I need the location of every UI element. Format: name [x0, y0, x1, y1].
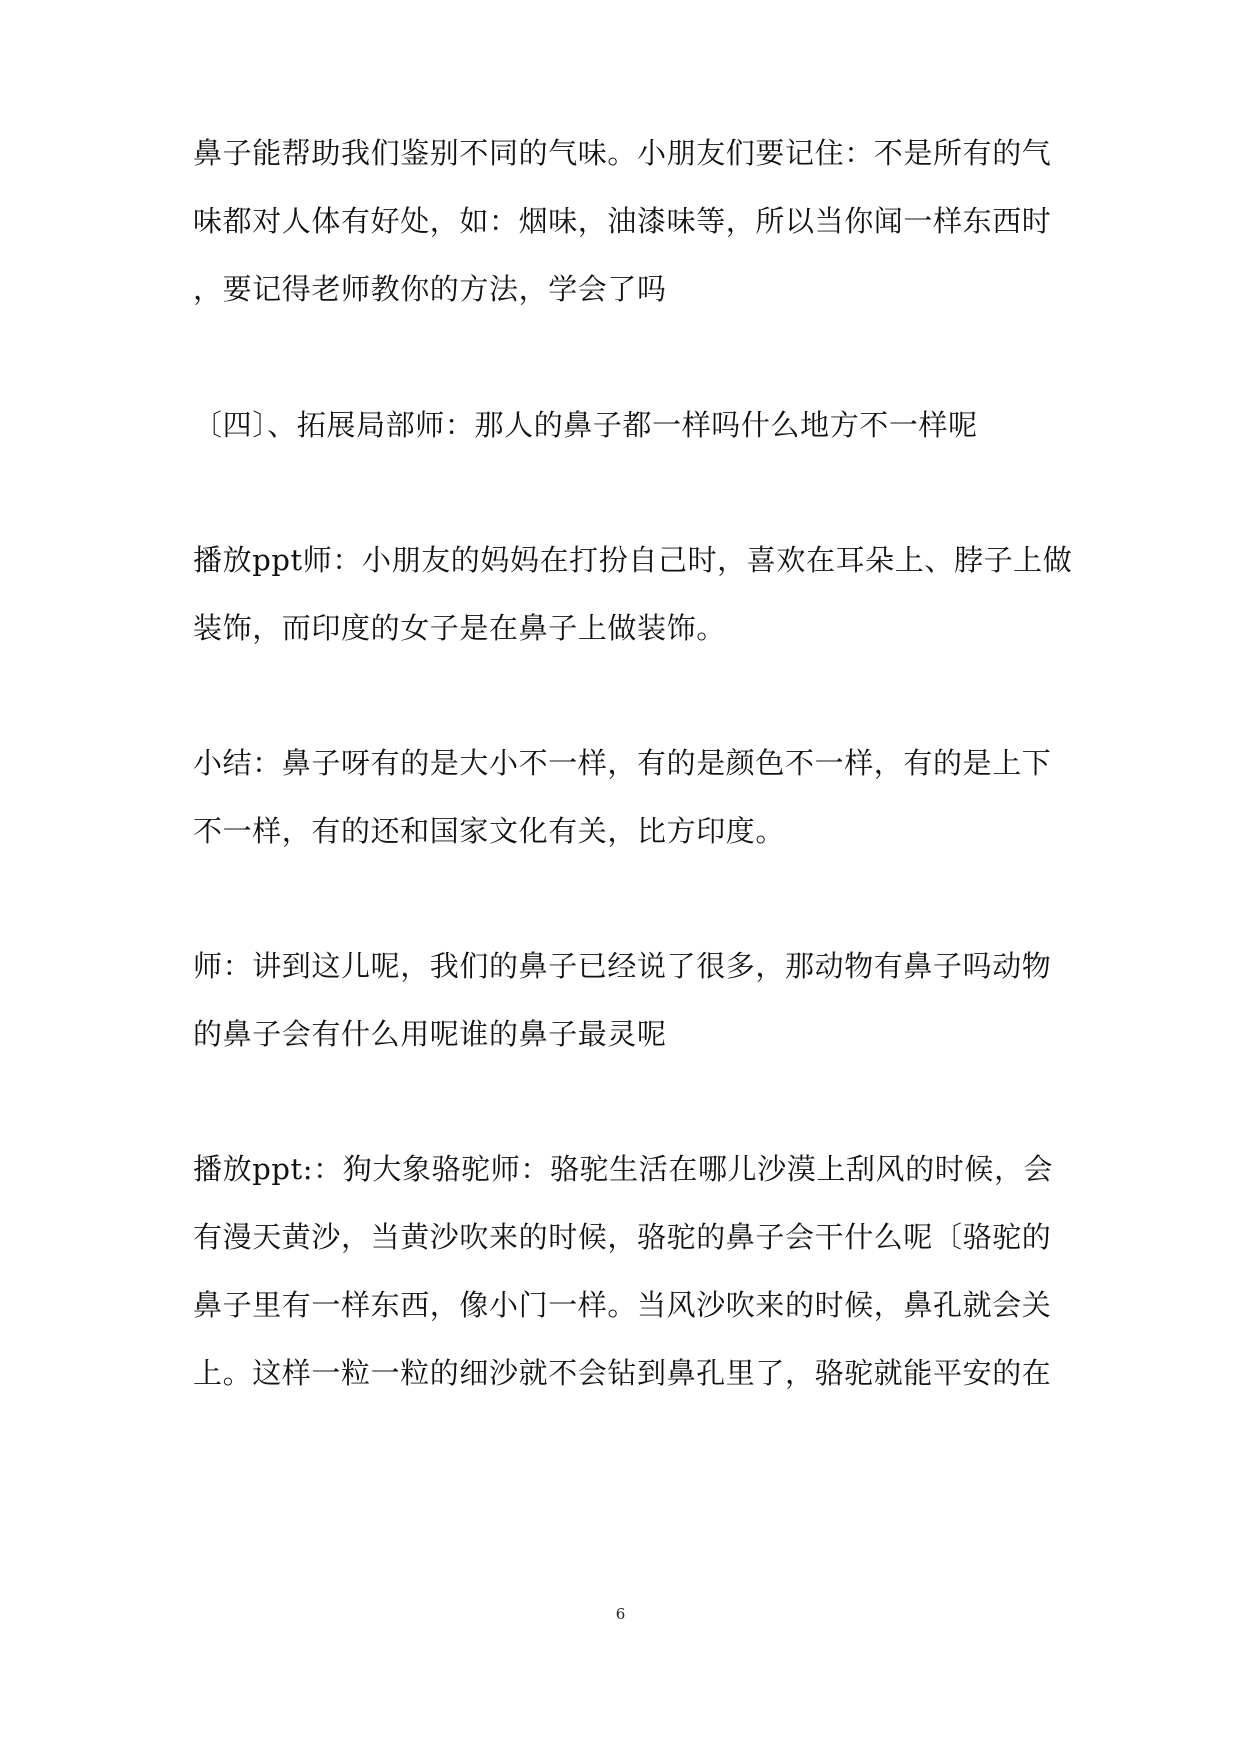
paragraph-1-line-1: 鼻子能帮助我们鉴别不同的气味。小朋友们要记住：不是所有的气: [193, 136, 1052, 170]
paragraph-2-line-1: 〔四〕、拓展局部师：那人的鼻子都一样吗什么地方不一样呢: [193, 408, 978, 442]
page-number: 6: [615, 1605, 626, 1623]
paragraph-6-line-2: 有漫天黄沙，当黄沙吹来的时候，骆驼的鼻子会干什么呢〔骆驼的: [193, 1220, 1052, 1254]
paragraph-3-line-1: 播放ppt师：小朋友的妈妈在打扮自己时，喜欢在耳朵上、脖子上做: [193, 543, 1073, 577]
paragraph-4-line-2: 不一样，有的还和国家文化有关，比方印度。: [193, 814, 786, 848]
paragraph-5-line-1: 师：讲到这儿呢，我们的鼻子已经说了很多，那动物有鼻子吗动物: [193, 949, 1052, 983]
paragraph-1-line-2: 味都对人体有好处，如：烟味，油漆味等，所以当你闻一样东西时: [193, 204, 1052, 238]
paragraph-5-line-2: 的鼻子会有什么用呢谁的鼻子最灵呢: [193, 1017, 667, 1051]
paragraph-6-line-4: 上。这样一粒一粒的细沙就不会钻到鼻孔里了，骆驼就能平安的在: [193, 1356, 1052, 1390]
paragraph-6-line-1: 播放ppt:：狗大象骆驼师：骆驼生活在哪儿沙漠上刮风的时候，会: [193, 1152, 1054, 1186]
paragraph-3-line-2: 装饰，而印度的女子是在鼻子上做装饰。: [193, 611, 726, 645]
paragraph-1-line-3: ，要记得老师教你的方法，学会了吗: [193, 272, 667, 306]
paragraph-6-line-3: 鼻子里有一样东西，像小门一样。当风沙吹来的时候，鼻孔就会关: [193, 1288, 1052, 1322]
paragraph-4-line-1: 小结：鼻子呀有的是大小不一样，有的是颜色不一样，有的是上下: [193, 746, 1052, 780]
